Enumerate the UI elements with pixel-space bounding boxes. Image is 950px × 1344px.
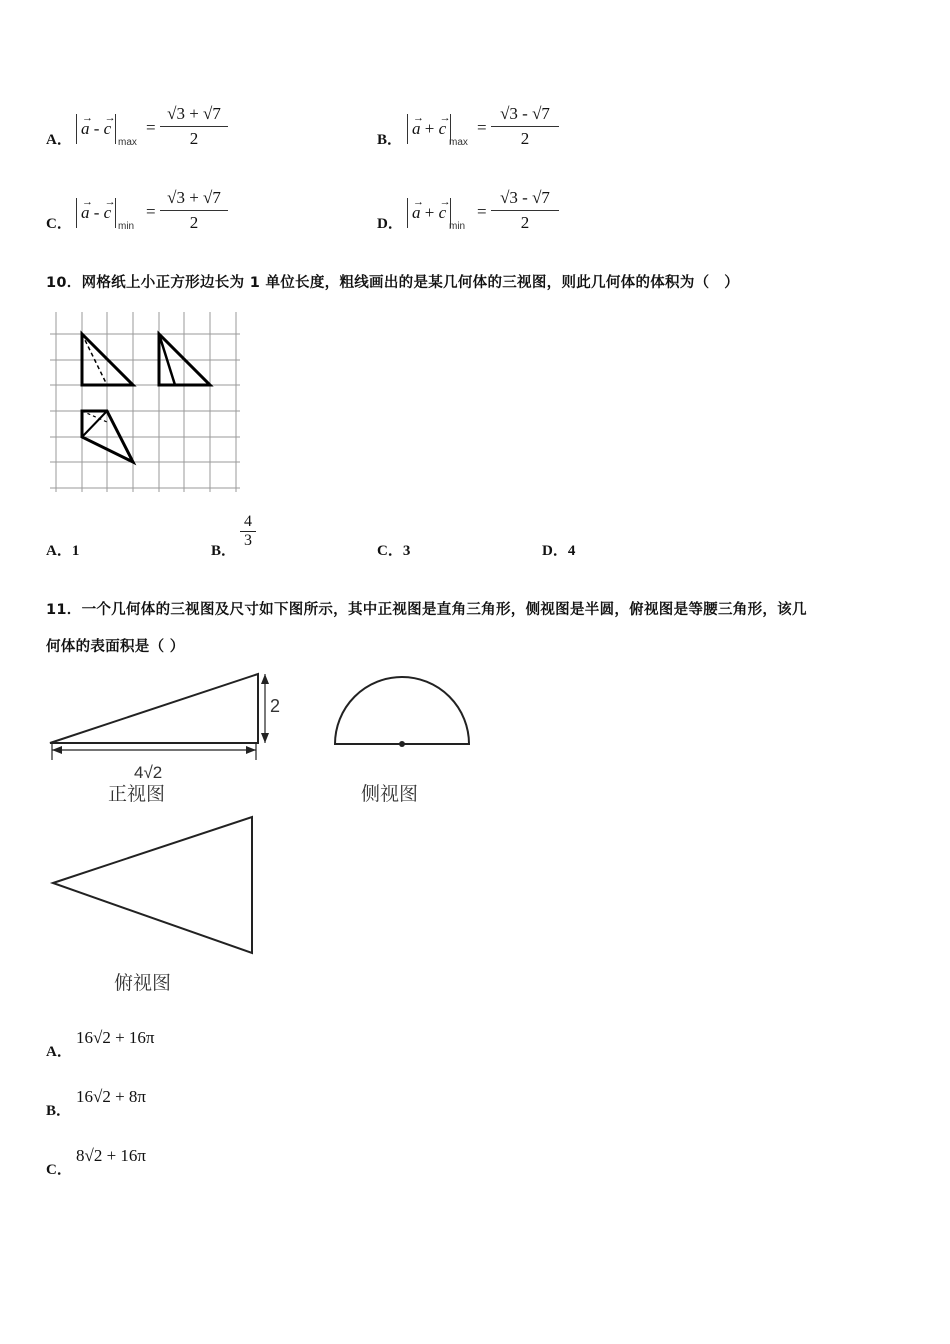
center-dot <box>399 741 405 747</box>
equals: = <box>146 202 156 221</box>
option-label: C． <box>46 216 72 232</box>
subscript: max <box>118 137 137 148</box>
option-label: B． <box>46 1103 72 1119</box>
q11-three-views-figure <box>0 660 520 1005</box>
q11-question-line1: 11．一个几何体的三视图及尺寸如下图所示，其中正视图是直角三角形，侧视图是半圆，俯视图是等腰三角形，该几 <box>46 602 807 618</box>
q11-question-line2: 何体的表面积是（ ） <box>46 639 185 655</box>
side-view-caption: 侧视图 <box>361 784 419 805</box>
q10-option-b-fraction: 4 3 <box>240 513 256 551</box>
vector-magnitude <box>76 114 116 144</box>
vector-a: → a <box>81 196 93 222</box>
vector-magnitude <box>407 114 451 144</box>
option-label: D． <box>377 216 403 232</box>
grid-lines <box>50 312 240 492</box>
equals: = <box>146 118 156 137</box>
equals: = <box>477 202 487 221</box>
q10-option-d[interactable]: D．4 <box>542 543 576 559</box>
option-label: A． <box>46 132 72 148</box>
q10-option-a[interactable]: A．1 <box>46 543 80 559</box>
fraction: √3 - √7 2 <box>491 102 559 151</box>
option-label: A． <box>46 1044 72 1060</box>
height-label: 2 <box>270 696 281 716</box>
top-view <box>53 817 252 953</box>
subscript: max <box>449 137 468 148</box>
side-view <box>335 677 469 744</box>
operator: - <box>93 119 100 138</box>
q10-grid-figure <box>50 312 242 496</box>
operator: - <box>93 203 100 222</box>
option-label: C． <box>46 1162 72 1178</box>
vector-c: → c <box>438 196 451 222</box>
top-view-caption: 俯视图 <box>114 973 172 994</box>
vector-c: → c <box>103 196 116 222</box>
operator: + <box>424 119 435 138</box>
vector-a: → a <box>81 112 93 138</box>
fraction: √3 + √7 2 <box>160 102 228 151</box>
vector-magnitude <box>407 198 451 228</box>
base-label: 4√2 <box>134 763 163 782</box>
q10-option-b[interactable]: B． <box>211 543 237 559</box>
subscript: min <box>449 221 466 232</box>
vector-a: → a <box>412 112 424 138</box>
vector-magnitude <box>76 198 116 228</box>
option-expression: 16√2 + 8π <box>76 1087 147 1106</box>
operator: + <box>424 203 435 222</box>
vector-c: → c <box>103 112 116 138</box>
fraction: √3 + √7 2 <box>160 186 228 235</box>
vector-c: → c <box>438 112 451 138</box>
option-label: B． <box>377 132 403 148</box>
front-view <box>50 674 269 760</box>
q10-option-c[interactable]: C．3 <box>377 543 411 559</box>
option-expression: 16√2 + 16π <box>76 1028 155 1047</box>
front-view-caption: 正视图 <box>108 784 166 805</box>
option-expression: 8√2 + 16π <box>76 1146 147 1165</box>
subscript: min <box>118 221 135 232</box>
equals: = <box>477 118 487 137</box>
vector-a: → a <box>412 196 424 222</box>
q10-question: 10．网格纸上小正方形边长为 1 单位长度，粗线画出的是某几何体的三视图，则此几何体的体积为（ ） <box>46 275 740 291</box>
fraction: √3 - √7 2 <box>491 186 559 235</box>
